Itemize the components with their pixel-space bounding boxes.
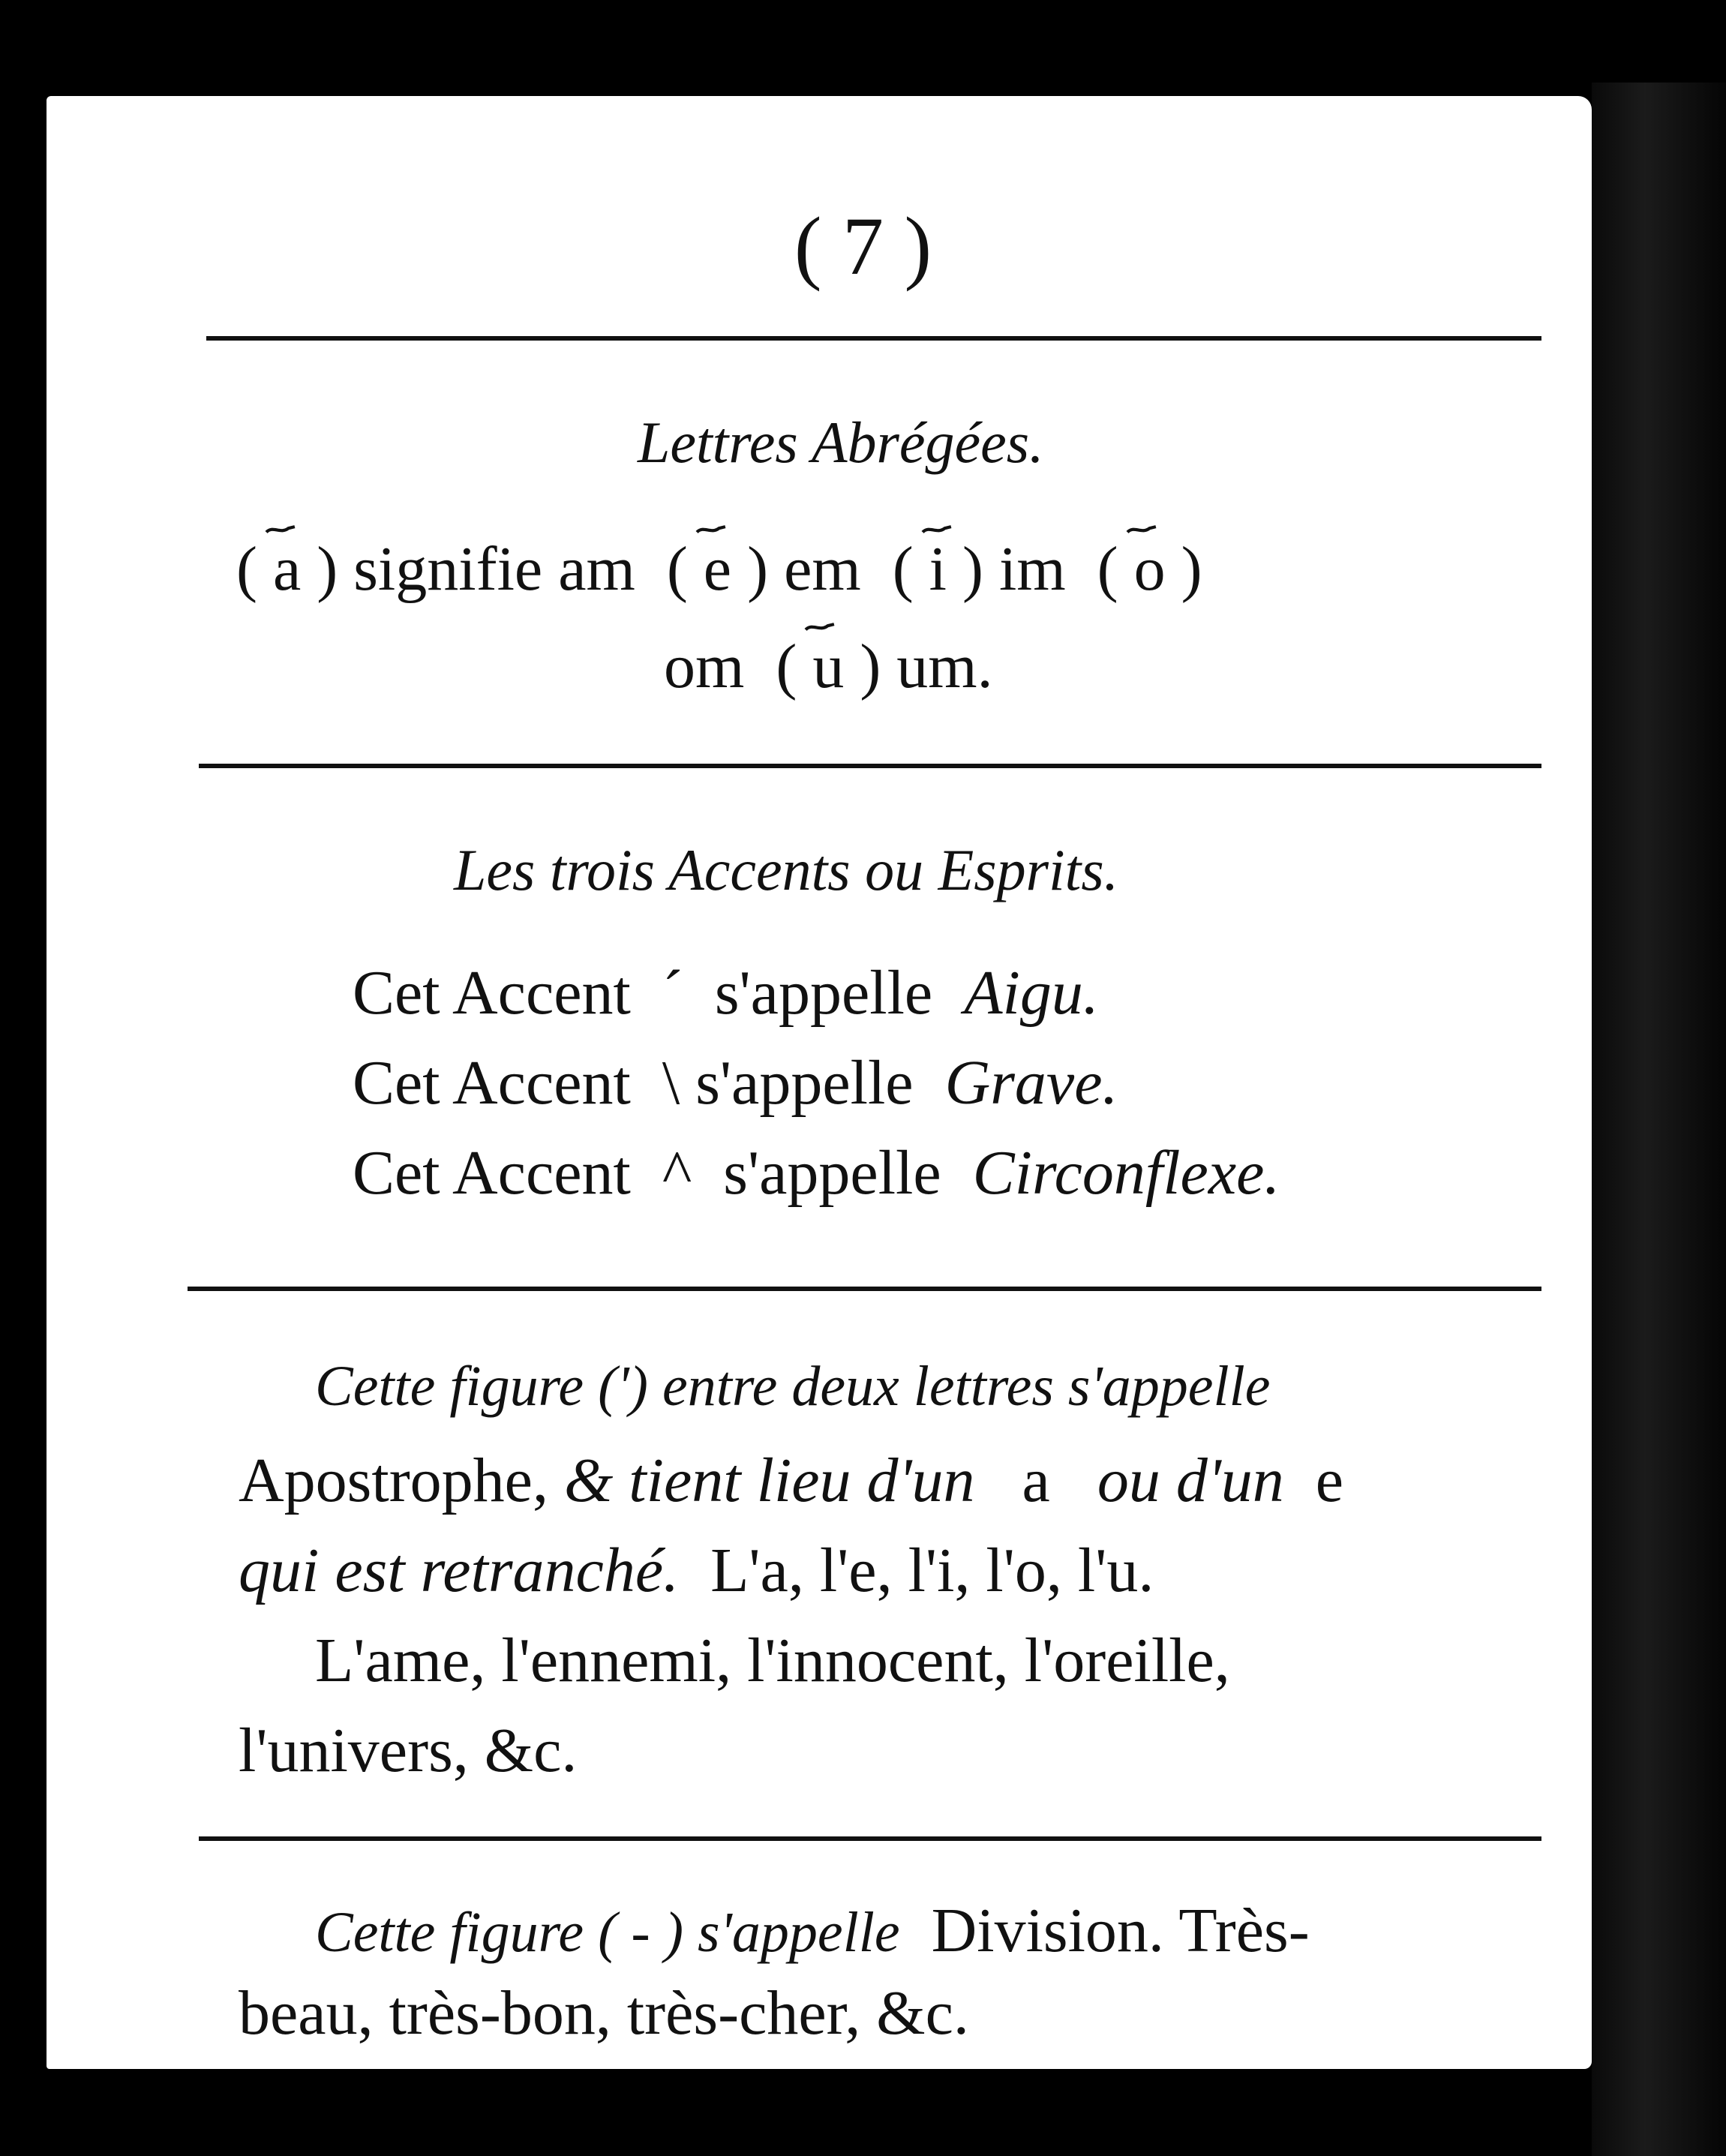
rule <box>206 336 1541 341</box>
apostrophe-line-4: L'ame, l'ennemi, l'innocent, l'oreille, <box>315 1626 1230 1695</box>
accent-aigu-mark: ´ <box>662 958 683 1028</box>
page-number: ( 7 ) <box>794 200 932 292</box>
accent-grave-mark: \ <box>662 1048 680 1118</box>
abbrev-u-meaning: um. <box>896 632 993 701</box>
tilde-mark-icon <box>1126 525 1157 535</box>
apostrophe-line-1: Cette figure (') entre deux lettres s'appelle <box>315 1355 1271 1418</box>
abbrev-a-meaning: signifie am <box>353 534 635 604</box>
accent-circonflexe-mark: ^ <box>662 1138 692 1208</box>
tilde-mark-icon <box>921 525 953 535</box>
rule <box>188 1287 1541 1291</box>
abbrev-o-meaning: om <box>664 632 745 701</box>
abbrev-e-meaning: em <box>784 534 861 604</box>
accent-grave-name: Grave. <box>944 1048 1118 1118</box>
rule <box>199 764 1541 768</box>
accent-row-aigu: Cet Accent ´ s'appelle Aigu. <box>353 958 1099 1028</box>
abbrev-o: ( o ) <box>1097 534 1202 604</box>
abbreviation-line-1 <box>236 533 1202 605</box>
apostrophe-line-2: Apostrophe, & tient lieu d'un a ou d'un e <box>239 1446 1344 1515</box>
abbrev-e: ( e ) <box>667 534 768 604</box>
abbreviation-line-2 <box>664 630 993 703</box>
rule <box>199 1836 1541 1841</box>
section-title-accents: Les trois Accents ou Esprits. <box>454 837 1119 902</box>
book-spine <box>1592 83 1726 2156</box>
accent-row-grave: Cet Accent \ s'appelle Grave. <box>353 1048 1118 1118</box>
accent-row-circonflexe: Cet Accent ^ s'appelle Circonflexe. <box>353 1138 1280 1208</box>
division-line-1: Cette figure ( - ) s'appelle Division. Très- <box>315 1896 1310 1965</box>
accent-circonflexe-name: Circonflexe. <box>972 1138 1280 1208</box>
accent-aigu-name: Aigu. <box>964 958 1099 1028</box>
division-line-2: beau, très-bon, très-cher, &c. <box>239 1978 969 2048</box>
tilde-mark-icon <box>265 525 296 535</box>
apostrophe-line-3: qui est retranché. L'a, l'e, l'i, l'o, l'u. <box>239 1536 1154 1605</box>
tilde-mark-icon <box>695 525 727 535</box>
abbrev-u: ( u ) <box>776 632 881 701</box>
tilde-mark-icon <box>804 623 836 632</box>
abbrev-i: ( i ) <box>893 534 983 604</box>
apostrophe-line-5: l'univers, &c. <box>239 1716 578 1785</box>
abbrev-i-meaning: im <box>998 534 1066 604</box>
section-title-abbreviations: Lettres Abrégées. <box>638 410 1044 475</box>
abbrev-a: ( a ) <box>236 534 338 604</box>
